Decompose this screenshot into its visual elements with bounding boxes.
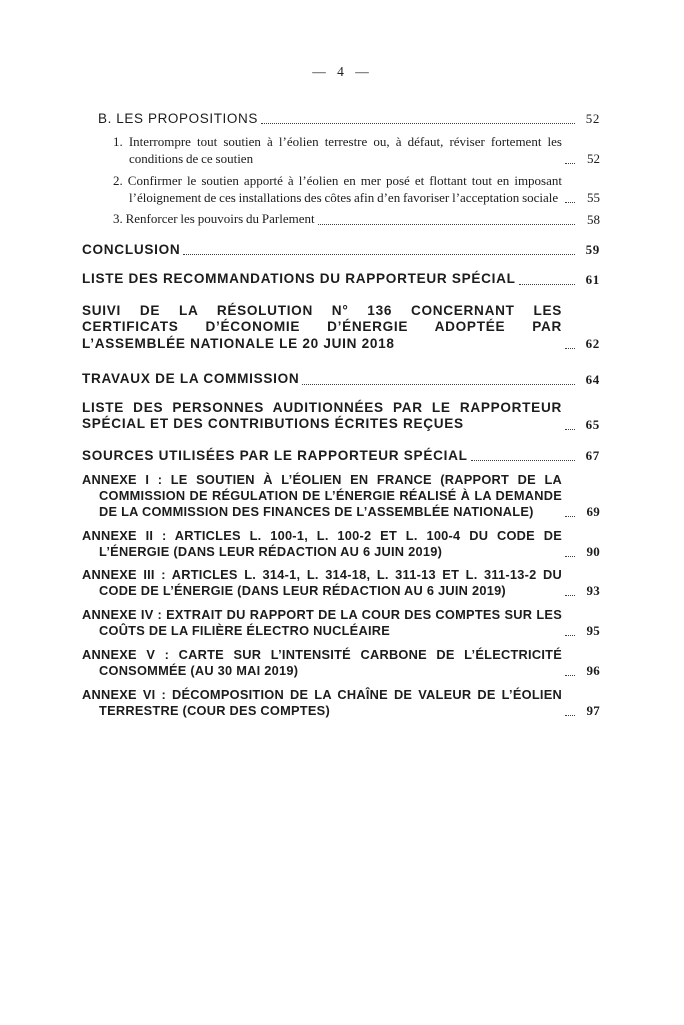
toc-heading-suivi-resolution — [82, 303, 600, 353]
toc-entry-label: ANNEXE IV : EXTRAIT DU RAPPORT DE LA COUR DES COMPTES SUR LES COÛTS DE LA FILIÈRE ÉLECTRO NUCLÉAIRE — [82, 607, 562, 638]
toc-heading-liste-recommandations — [82, 271, 600, 288]
dot-leader — [565, 675, 575, 676]
toc-heading-travaux-commission — [82, 371, 600, 388]
dot-leader — [565, 516, 575, 517]
toc-entry-label: LISTE DES PERSONNES AUDITIONNÉES PAR LE RAPPORTEUR SPÉCIAL ET DES CONTRIBUTIONS ÉCRITES REÇUES — [82, 399, 562, 431]
page-number: 67 — [585, 448, 600, 463]
toc-entry-label: 3. Renforcer les pouvoirs du Parlement — [113, 211, 315, 226]
page-number: 58 — [587, 211, 600, 227]
page-number: 52 — [587, 151, 600, 166]
toc-annex-v — [82, 647, 600, 679]
toc-entry-label: ANNEXE II : ARTICLES L. 100-1, L. 100-2 ET L. 100-4 DU CODE DE L’ÉNERGIE (DANS LEUR RÉDACTION AU 6 JUIN 2019) — [82, 528, 562, 559]
dot-leader — [261, 123, 575, 124]
toc-entry-label: ANNEXE V : CARTE SUR L’INTENSITÉ CARBONE DE L’ÉLECTRICITÉ CONSOMMÉE (AU 30 MAI 2019) — [82, 647, 562, 678]
toc-entry-label: SUIVI DE LA RÉSOLUTION N° 136 CONCERNANT LES CERTIFICATS D’ÉCONOMIE D’ÉNERGIE ADOPTÉE PAR L’ASSEMBLÉE NATIONALE LE 20 JUIN 2018 — [82, 302, 562, 351]
toc-entry-label: ANNEXE III : ARTICLES L. 314-1, L. 314-18, L. 311-13 ET L. 311-13-2 DU CODE DE L’ÉNERGIE (DANS LEUR RÉDACTION AU 6 JUIN 2019) — [82, 567, 562, 598]
toc-item-1 — [113, 134, 600, 167]
dot-leader — [565, 595, 575, 596]
toc-entry-label: 2. Confirmer le soutien apporté à l’éolien en mer posé et flottant tout en imposant l’éloignement de ces installations des côtes afin d’en favoriser l’acceptation sociale — [113, 173, 562, 205]
toc-entry-label: LISTE DES RECOMMANDATIONS DU RAPPORTEUR SPÉCIAL — [82, 271, 516, 286]
toc-annex-iii — [82, 567, 600, 599]
dot-leader — [302, 384, 575, 385]
dot-leader — [183, 254, 575, 255]
toc-annex-iv — [82, 607, 600, 639]
page-number: 55 — [587, 190, 600, 205]
dot-leader — [565, 163, 575, 164]
toc-entry-label: B. LES PROPOSITIONS — [98, 111, 258, 126]
toc-entry-label: ANNEXE VI : DÉCOMPOSITION DE LA CHAÎNE DE VALEUR DE L’ÉOLIEN TERRESTRE (COUR DES COMPTES) — [82, 687, 562, 718]
dot-leader — [471, 460, 575, 461]
page-number: 64 — [585, 371, 600, 387]
toc-heading-conclusion — [82, 242, 600, 259]
dot-leader — [565, 635, 575, 636]
dot-leader — [519, 284, 575, 285]
page-number: 65 — [585, 416, 600, 432]
toc-entry-label: 1. Interrompre tout soutien à l’éolien terrestre ou, à défaut, réviser fortement les conditions de ce soutien — [113, 134, 562, 166]
dot-leader — [565, 715, 575, 716]
page-number: 61 — [585, 271, 600, 287]
toc-annex-vi — [82, 687, 600, 719]
toc-entry-label: CONCLUSION — [82, 241, 181, 257]
page-number: 97 — [586, 703, 600, 718]
toc-annex-i — [82, 472, 600, 520]
table-of-contents — [82, 110, 600, 719]
dot-leader — [565, 348, 575, 349]
dot-leader — [565, 556, 575, 557]
page-number: 52 — [585, 111, 600, 126]
page-number: 95 — [586, 623, 600, 638]
toc-heading-liste-personnes — [82, 400, 600, 433]
toc-heading-sources — [82, 448, 600, 465]
page-number: 93 — [586, 583, 600, 598]
page-number: 90 — [586, 544, 600, 559]
dot-leader — [565, 429, 575, 430]
toc-entry-label: TRAVAUX DE LA COMMISSION — [82, 371, 300, 386]
page-number: 69 — [586, 504, 600, 519]
page-number: 59 — [585, 242, 600, 257]
toc-item-2 — [113, 173, 600, 206]
toc-entry-label: ANNEXE I : LE SOUTIEN À L’ÉOLIEN EN FRANCE (RAPPORT DE LA COMMISSION DE RÉGULATION DE L’ÉNERGIE RÉALISÉ À LA DEMANDE DE LA COMMISSION DES FINANCES DE L’ASSEMBLÉE NATIONALE) — [82, 472, 562, 519]
page-number: 96 — [586, 663, 600, 678]
dot-leader — [565, 202, 575, 203]
page-number: 62 — [585, 336, 600, 351]
toc-item-3 — [113, 211, 600, 228]
toc-entry-label: SOURCES UTILISÉES PAR LE RAPPORTEUR SPÉCIAL — [82, 447, 468, 463]
dot-leader — [318, 224, 575, 225]
page-number-header: — 4 — — [312, 64, 370, 79]
toc-annex-ii — [82, 528, 600, 560]
toc-section-b-propositions — [98, 110, 600, 127]
